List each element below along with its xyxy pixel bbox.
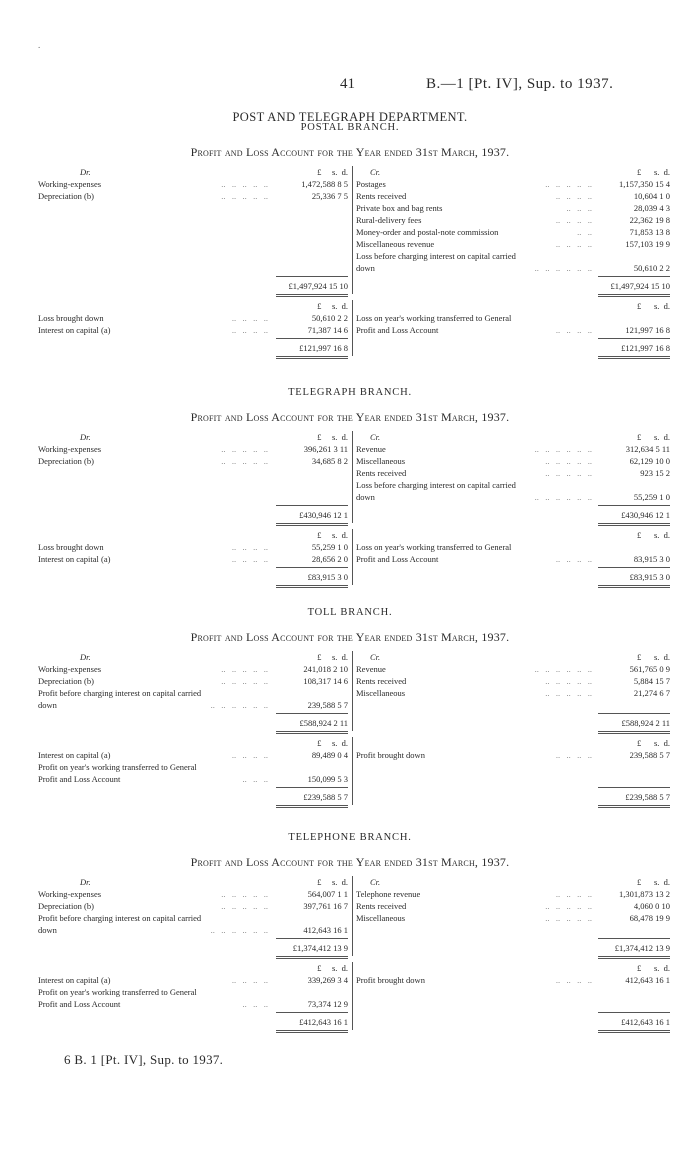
leader-dots: .. .. .. .. bbox=[555, 191, 592, 201]
sum-rule bbox=[598, 338, 670, 339]
double-rule bbox=[276, 1032, 348, 1033]
total-amount: £1,497,924 15 10 bbox=[610, 281, 670, 291]
row-label: Profit before charging interest on capital carried bbox=[38, 688, 202, 698]
ledger-row bbox=[0, 491, 700, 503]
currency-heading: £ s. d. bbox=[636, 301, 670, 311]
ledger-row bbox=[0, 900, 700, 912]
total-row bbox=[0, 571, 700, 583]
currency-heading: £ s. d. bbox=[636, 652, 670, 662]
row-label: Rural-delivery fees bbox=[356, 215, 422, 225]
total-amount: £83,915 3 0 bbox=[307, 572, 348, 582]
row-amount: 22,362 19 8 bbox=[629, 215, 670, 225]
total-amount: £239,588 5 7 bbox=[625, 792, 670, 802]
department-heading: POST AND TELEGRAPH DEPARTMENT. bbox=[232, 110, 468, 124]
page-reference: B.—1 [Pt. IV], Sup. to 1937. bbox=[426, 76, 614, 92]
row-amount: 1,157,350 15 4 bbox=[619, 179, 670, 189]
leader-dots: .. .. .. .. .. bbox=[221, 889, 268, 899]
dr-heading: Dr. bbox=[80, 167, 91, 177]
leader-dots: .. .. .. .. .. .. bbox=[534, 444, 592, 454]
row-amount: 121,997 16 8 bbox=[625, 325, 670, 335]
sum-rule bbox=[276, 567, 348, 568]
row-amount: 50,610 2 2 bbox=[633, 263, 670, 273]
row-label: Interest on capital (a) bbox=[38, 325, 111, 335]
row-amount: 396,261 3 11 bbox=[303, 444, 348, 454]
row-amount: 34,685 8 2 bbox=[311, 456, 348, 466]
row-label: down bbox=[38, 925, 57, 935]
ledger-row bbox=[0, 214, 700, 226]
currency-heading: £ s. d. bbox=[317, 432, 348, 442]
sum-rule bbox=[276, 276, 348, 277]
total-amount: £412,643 16 1 bbox=[621, 1017, 670, 1027]
ledger-row bbox=[0, 312, 700, 324]
leader-dots: .. .. .. .. .. bbox=[221, 191, 268, 201]
dr-heading: Dr. bbox=[80, 877, 91, 887]
row-label: Miscellaneous revenue bbox=[356, 239, 435, 249]
row-label: Depreciation (b) bbox=[38, 901, 94, 911]
page-number: 41 bbox=[340, 76, 355, 92]
row-label: Miscellaneous bbox=[356, 913, 406, 923]
ledger-row bbox=[0, 974, 700, 986]
ledger-row bbox=[0, 749, 700, 761]
double-rule bbox=[598, 731, 670, 732]
row-label: Depreciation (b) bbox=[38, 456, 94, 466]
ledger-row bbox=[0, 262, 700, 274]
sum-rule bbox=[276, 787, 348, 788]
row-amount: 239,588 5 7 bbox=[629, 750, 670, 760]
leader-dots: .. .. .. bbox=[242, 774, 268, 784]
row-amount: 28,656 2 0 bbox=[311, 554, 348, 564]
double-rule bbox=[598, 1032, 670, 1033]
leader-dots: .. .. .. .. .. bbox=[545, 456, 592, 466]
account-title: Profit and Loss Account for the Year ended 31st March, 1937. bbox=[190, 410, 510, 424]
leader-dots: .. .. .. .. bbox=[231, 313, 268, 323]
total-row bbox=[0, 280, 700, 292]
double-rule bbox=[276, 587, 348, 588]
double-rule bbox=[598, 587, 670, 588]
row-amount: 157,103 19 9 bbox=[625, 239, 670, 249]
total-amount: £239,588 5 7 bbox=[303, 792, 348, 802]
leader-dots: .. .. .. .. bbox=[555, 750, 592, 760]
dr-heading: Dr. bbox=[80, 432, 91, 442]
row-amount: 73,374 12 9 bbox=[307, 999, 348, 1009]
leader-dots: .. .. .. .. bbox=[555, 889, 592, 899]
currency-heading: £ s. d. bbox=[636, 738, 670, 748]
sum-rule bbox=[598, 938, 670, 939]
row-label: Postages bbox=[356, 179, 386, 189]
double-rule bbox=[276, 358, 348, 359]
page-speck: . bbox=[38, 40, 41, 50]
row-label: Working-expenses bbox=[38, 444, 102, 454]
branch-name: POSTAL BRANCH. bbox=[300, 122, 400, 133]
double-rule bbox=[276, 1030, 348, 1031]
ledger-row bbox=[0, 687, 700, 699]
ledger-row bbox=[0, 238, 700, 250]
cr-heading: Cr. bbox=[370, 652, 381, 662]
row-amount: 89,489 0 4 bbox=[311, 750, 348, 760]
row-label: Profit brought down bbox=[356, 975, 425, 985]
total-amount: £588,924 2 11 bbox=[621, 718, 670, 728]
branch-name: TELEGRAPH BRANCH. bbox=[288, 387, 412, 398]
total-row bbox=[0, 942, 700, 954]
leader-dots: .. .. .. .. .. .. bbox=[534, 664, 592, 674]
ledger-row bbox=[0, 541, 700, 553]
branch-section bbox=[0, 832, 700, 870]
double-rule bbox=[276, 294, 348, 295]
row-amount: 397,761 16 7 bbox=[303, 901, 348, 911]
row-label: Rents received bbox=[356, 676, 407, 686]
double-rule bbox=[276, 807, 348, 808]
leader-dots: .. .. .. bbox=[566, 203, 592, 213]
currency-heading: £ s. d. bbox=[636, 877, 670, 887]
leader-dots: .. .. .. .. .. bbox=[545, 688, 592, 698]
double-rule bbox=[598, 805, 670, 806]
leader-dots: .. .. .. .. .. bbox=[545, 179, 592, 189]
row-label: Profit and Loss Account bbox=[356, 554, 439, 564]
double-rule bbox=[598, 958, 670, 959]
leader-dots: .. .. .. .. .. bbox=[545, 901, 592, 911]
leader-dots: .. .. .. .. bbox=[555, 325, 592, 335]
row-amount: 71,387 14 6 bbox=[307, 325, 348, 335]
branch-section bbox=[0, 122, 700, 160]
ledger-row bbox=[0, 773, 700, 785]
ledger-row bbox=[0, 455, 700, 467]
leader-dots: .. .. .. .. bbox=[555, 554, 592, 564]
row-label: Interest on capital (a) bbox=[38, 554, 111, 564]
row-label: Working-expenses bbox=[38, 179, 102, 189]
row-label: Interest on capital (a) bbox=[38, 750, 111, 760]
leader-dots: .. .. .. .. bbox=[231, 325, 268, 335]
row-label: Working-expenses bbox=[38, 664, 102, 674]
leader-dots: .. .. .. .. bbox=[555, 239, 592, 249]
total-row bbox=[0, 1016, 700, 1028]
sum-rule bbox=[598, 505, 670, 506]
cr-heading: Cr. bbox=[370, 167, 381, 177]
currency-heading: £ s. d. bbox=[636, 432, 670, 442]
ledger-row bbox=[0, 699, 700, 711]
total-row bbox=[0, 342, 700, 354]
ledger-row bbox=[0, 998, 700, 1010]
row-amount: 239,588 5 7 bbox=[307, 700, 348, 710]
sum-rule bbox=[598, 1012, 670, 1013]
row-amount: 561,765 0 9 bbox=[629, 664, 670, 674]
leader-dots: .. .. .. .. .. bbox=[221, 444, 268, 454]
leader-dots: .. .. .. .. bbox=[231, 975, 268, 985]
double-rule bbox=[276, 356, 348, 357]
leader-dots: .. .. .. .. .. .. bbox=[210, 925, 268, 935]
page-footer: 6 B. 1 [Pt. IV], Sup. to 1937. bbox=[64, 1052, 224, 1067]
leader-dots: .. .. .. .. bbox=[231, 750, 268, 760]
ledger-row bbox=[0, 467, 700, 479]
account-title: Profit and Loss Account for the Year ended 31st March, 1937. bbox=[190, 855, 510, 869]
leader-dots: .. .. .. .. .. bbox=[221, 901, 268, 911]
ledger-row bbox=[0, 250, 700, 262]
double-rule bbox=[598, 523, 670, 524]
leader-dots: .. .. .. .. .. bbox=[545, 468, 592, 478]
currency-heading: £ s. d. bbox=[636, 963, 670, 973]
row-amount: 564,007 1 1 bbox=[307, 889, 348, 899]
row-label: Interest on capital (a) bbox=[38, 975, 111, 985]
leader-dots: .. .. .. .. .. .. bbox=[534, 263, 592, 273]
total-amount: £1,374,412 13 9 bbox=[292, 943, 348, 953]
sum-rule bbox=[276, 938, 348, 939]
row-label: down bbox=[356, 492, 375, 502]
leader-dots: .. .. .. .. .. bbox=[545, 676, 592, 686]
ledger-row bbox=[0, 675, 700, 687]
ledger-row bbox=[0, 479, 700, 491]
double-rule bbox=[276, 523, 348, 524]
total-row bbox=[0, 509, 700, 521]
ledger-row bbox=[0, 986, 700, 998]
currency-heading: £ s. d. bbox=[317, 963, 348, 973]
total-amount: £121,997 16 8 bbox=[299, 343, 348, 353]
double-rule bbox=[276, 958, 348, 959]
row-label: Rents received bbox=[356, 191, 407, 201]
row-label: Loss before charging interest on capital carried bbox=[356, 480, 516, 490]
row-label: Profit on year's working transferred to General bbox=[38, 762, 197, 772]
leader-dots: .. .. .. .. .. bbox=[221, 676, 268, 686]
double-rule bbox=[598, 294, 670, 295]
account-title: Profit and Loss Account for the Year ended 31st March, 1937. bbox=[190, 145, 510, 159]
row-label: Telephone revenue bbox=[356, 889, 421, 899]
ledger-row bbox=[0, 553, 700, 565]
row-label: Loss on year's working transferred to General bbox=[356, 542, 512, 552]
total-amount: £1,497,924 15 10 bbox=[288, 281, 348, 291]
row-label: Miscellaneous bbox=[356, 688, 406, 698]
cr-heading: Cr. bbox=[370, 877, 381, 887]
double-rule bbox=[276, 731, 348, 732]
ledger-row bbox=[0, 443, 700, 455]
row-label: Profit and Loss Account bbox=[38, 999, 121, 1009]
double-rule bbox=[276, 585, 348, 586]
row-label: Profit and Loss Account bbox=[38, 774, 121, 784]
column-divider bbox=[352, 166, 353, 294]
row-label: down bbox=[356, 263, 375, 273]
row-amount: 25,336 7 5 bbox=[311, 191, 348, 201]
cr-heading: Cr. bbox=[370, 432, 381, 442]
leader-dots: .. .. .. .. .. .. bbox=[210, 700, 268, 710]
sum-rule bbox=[276, 713, 348, 714]
double-rule bbox=[598, 358, 670, 359]
double-rule bbox=[598, 956, 670, 957]
ledger-row bbox=[0, 888, 700, 900]
total-amount: £83,915 3 0 bbox=[629, 572, 670, 582]
row-label: Profit on year's working transferred to General bbox=[38, 987, 197, 997]
row-label: Profit before charging interest on capital carried bbox=[38, 913, 202, 923]
ledger-row bbox=[0, 912, 700, 924]
row-amount: 412,643 16 1 bbox=[303, 925, 348, 935]
row-label: Depreciation (b) bbox=[38, 676, 94, 686]
double-rule bbox=[598, 296, 670, 297]
currency-heading: £ s. d. bbox=[317, 652, 348, 662]
total-amount: £588,924 2 11 bbox=[299, 718, 348, 728]
double-rule bbox=[598, 1030, 670, 1031]
double-rule bbox=[276, 733, 348, 734]
row-label: Working-expenses bbox=[38, 889, 102, 899]
row-amount: 5,884 15 7 bbox=[633, 676, 670, 686]
row-label: Profit and Loss Account bbox=[356, 325, 439, 335]
ledger-row bbox=[0, 226, 700, 238]
leader-dots: .. .. .. .. bbox=[231, 542, 268, 552]
sum-rule bbox=[276, 1012, 348, 1013]
row-amount: 10,604 1 0 bbox=[633, 191, 670, 201]
currency-heading: £ s. d. bbox=[317, 738, 348, 748]
row-amount: 241,018 2 10 bbox=[303, 664, 348, 674]
total-amount: £430,946 12 1 bbox=[621, 510, 670, 520]
row-label: Miscellaneous bbox=[356, 456, 406, 466]
currency-heading: £ s. d. bbox=[317, 167, 348, 177]
ledger-row bbox=[0, 324, 700, 336]
double-rule bbox=[598, 807, 670, 808]
leader-dots: .. .. .. .. bbox=[231, 554, 268, 564]
row-amount: 68,478 19 9 bbox=[629, 913, 670, 923]
ledger-row bbox=[0, 663, 700, 675]
row-label: Loss before charging interest on capital carried bbox=[356, 251, 516, 261]
row-label: Rents received bbox=[356, 468, 407, 478]
row-amount: 412,643 16 1 bbox=[625, 975, 670, 985]
row-amount: 55,259 1 0 bbox=[311, 542, 348, 552]
currency-heading: £ s. d. bbox=[317, 301, 348, 311]
branch-name: TELEPHONE BRANCH. bbox=[288, 832, 412, 843]
leader-dots: .. .. .. .. .. bbox=[545, 913, 592, 923]
sum-rule bbox=[598, 787, 670, 788]
branch-name: TOLL BRANCH. bbox=[307, 607, 393, 618]
total-amount: £412,643 16 1 bbox=[299, 1017, 348, 1027]
sum-rule bbox=[598, 276, 670, 277]
leader-dots: .. .. .. .. .. bbox=[221, 664, 268, 674]
row-amount: 4,060 0 10 bbox=[633, 901, 670, 911]
row-label: down bbox=[38, 700, 57, 710]
sum-rule bbox=[276, 505, 348, 506]
double-rule bbox=[598, 525, 670, 526]
row-label: Private box and bag rents bbox=[356, 203, 443, 213]
leader-dots: .. .. .. .. bbox=[555, 215, 592, 225]
row-amount: 108,317 14 6 bbox=[303, 676, 348, 686]
branch-section bbox=[0, 607, 700, 645]
double-rule bbox=[598, 733, 670, 734]
double-rule bbox=[276, 296, 348, 297]
leader-dots: .. .. bbox=[577, 227, 592, 237]
double-rule bbox=[276, 805, 348, 806]
double-rule bbox=[276, 956, 348, 957]
sum-rule bbox=[598, 567, 670, 568]
row-amount: 923 15 2 bbox=[640, 468, 670, 478]
row-amount: 71,853 13 8 bbox=[629, 227, 670, 237]
row-label: Revenue bbox=[356, 444, 386, 454]
leader-dots: .. .. .. .. .. bbox=[221, 456, 268, 466]
row-label: Loss brought down bbox=[38, 313, 104, 323]
row-label: Profit brought down bbox=[356, 750, 425, 760]
row-label: Rents received bbox=[356, 901, 407, 911]
row-amount: 55,259 1 0 bbox=[633, 492, 670, 502]
leader-dots: .. .. .. .. .. bbox=[221, 179, 268, 189]
row-amount: 339,269 3 4 bbox=[307, 975, 348, 985]
row-label: Loss brought down bbox=[38, 542, 104, 552]
total-amount: £430,946 12 1 bbox=[299, 510, 348, 520]
double-rule bbox=[276, 525, 348, 526]
currency-heading: £ s. d. bbox=[317, 877, 348, 887]
sum-rule bbox=[598, 713, 670, 714]
sum-rule bbox=[276, 338, 348, 339]
total-row bbox=[0, 717, 700, 729]
total-amount: £121,997 16 8 bbox=[621, 343, 670, 353]
leader-dots: .. .. .. .. .. .. bbox=[534, 492, 592, 502]
row-amount: 312,634 5 11 bbox=[625, 444, 670, 454]
currency-heading: £ s. d. bbox=[636, 530, 670, 540]
ledger-row bbox=[0, 202, 700, 214]
row-amount: 62,129 10 0 bbox=[629, 456, 670, 466]
total-amount: £1,374,412 13 9 bbox=[614, 943, 670, 953]
currency-heading: £ s. d. bbox=[317, 530, 348, 540]
row-label: Money-order and postal-note commission bbox=[356, 227, 499, 237]
branch-section bbox=[0, 387, 700, 425]
row-amount: 150,099 5 3 bbox=[307, 774, 348, 784]
total-row bbox=[0, 791, 700, 803]
row-amount: 1,472,588 8 5 bbox=[301, 179, 348, 189]
dr-heading: Dr. bbox=[80, 652, 91, 662]
row-amount: 50,610 2 2 bbox=[311, 313, 348, 323]
ledger-row bbox=[0, 178, 700, 190]
ledger-row bbox=[0, 924, 700, 936]
double-rule bbox=[598, 356, 670, 357]
row-amount: 1,301,873 13 2 bbox=[619, 889, 670, 899]
row-amount: 83,915 3 0 bbox=[633, 554, 670, 564]
row-amount: 28,039 4 3 bbox=[633, 203, 670, 213]
ledger-row bbox=[0, 761, 700, 773]
row-label: Revenue bbox=[356, 664, 386, 674]
ledger-row bbox=[0, 190, 700, 202]
row-label: Loss on year's working transferred to General bbox=[356, 313, 512, 323]
leader-dots: .. .. .. bbox=[242, 999, 268, 1009]
row-amount: 21,274 6 7 bbox=[633, 688, 670, 698]
double-rule bbox=[598, 585, 670, 586]
currency-heading: £ s. d. bbox=[636, 167, 670, 177]
account-title: Profit and Loss Account for the Year ended 31st March, 1937. bbox=[190, 630, 510, 644]
leader-dots: .. .. .. .. bbox=[555, 975, 592, 985]
row-label: Depreciation (b) bbox=[38, 191, 94, 201]
